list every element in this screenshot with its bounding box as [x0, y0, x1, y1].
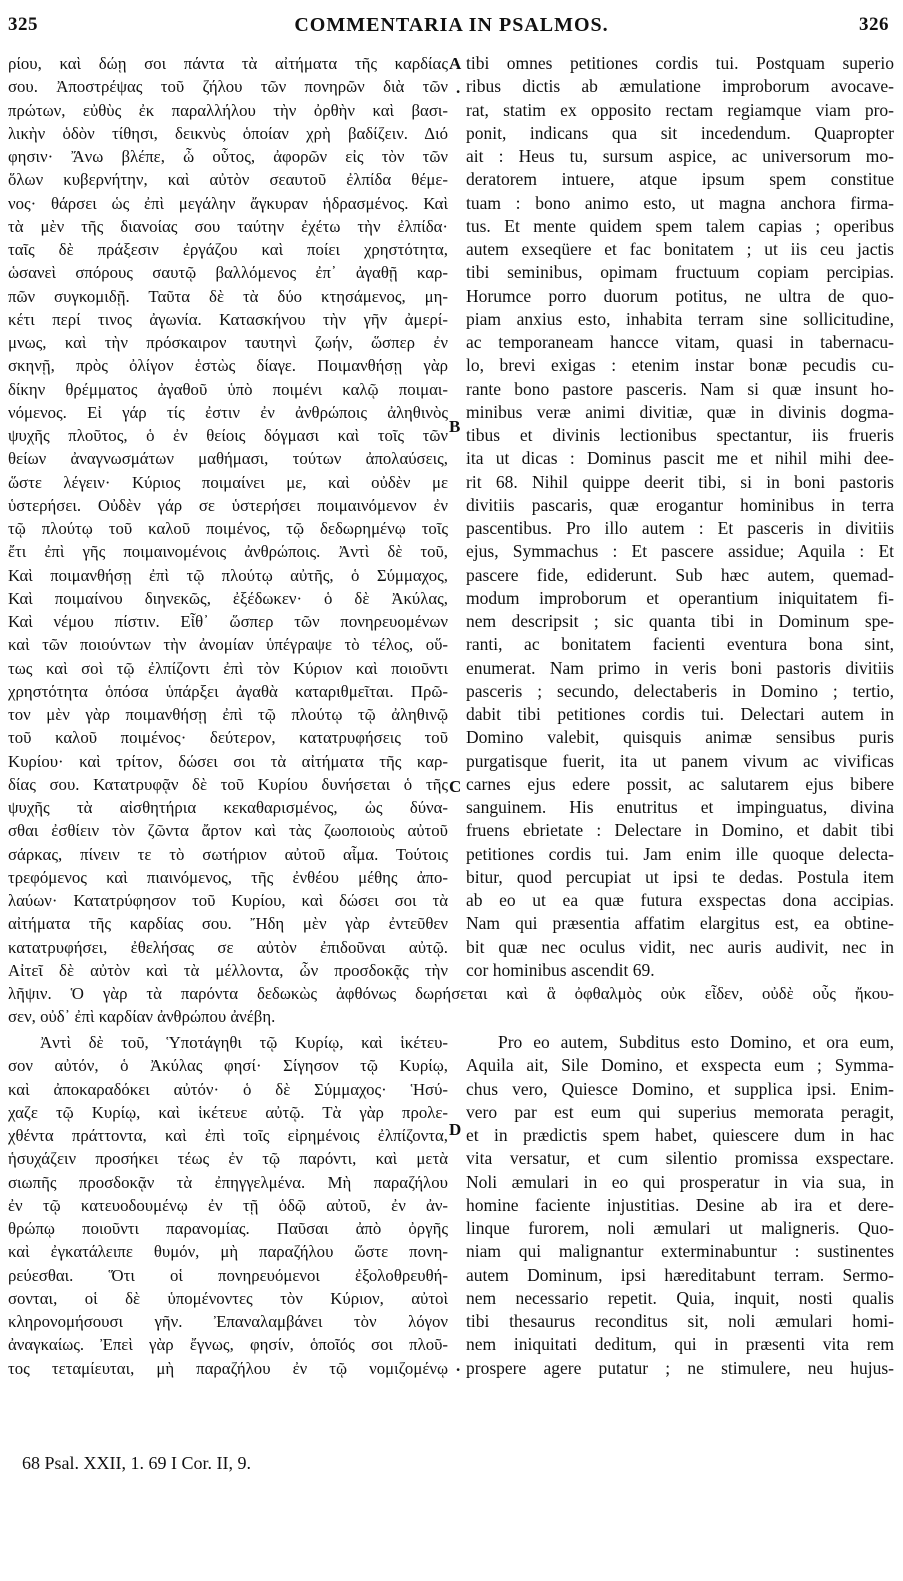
text-line: τὰ μὲν τῆς διανοίας σου ταύτην ἐχέτω τὴν ἐλπίδα·: [8, 216, 448, 236]
text-line: χθέντα πράττοντα, καὶ ἐπὶ τοῖς εἰρημένοις ἐλπίζοντα,: [8, 1126, 448, 1145]
text-line: nem iniquitati deditum, qui in præsenti vita rem: [466, 1334, 894, 1355]
text-line: tibus et divinis lectionibus spectantur, iis frueris: [466, 425, 894, 445]
text-line: ὡσανεὶ σπόρους σαυτῷ βαλλόμενος ἐπ᾽ ἀγαθῇ καρ-: [8, 263, 448, 283]
text-line: σου. Ἀποστρέψας τοῦ ζήλου τῶν πονηρῶν διὰ τῶν: [8, 77, 448, 97]
text-line: Noli æmulari in eo qui prosperatur in via sua, in: [466, 1171, 894, 1192]
text-line: λῆψιν. Ὁ γὰρ τὰ παρόντα δεδωκὼς ἀφθόνως δωρήσεται καὶ ἃ ὀφθαλμὸς οὐκ εἶδεν, οὐδὲ οὖς ἤκου-: [8, 984, 894, 1003]
text-line: ἡσυχάζειν προσήκει τέως ἐν τῷ παρόντι, καὶ μετὰ: [8, 1149, 448, 1169]
text-line: κατατρυφήσει, ἐθελήσας σε αὐτὸν ἐπιδοῦναι αὐτῷ.: [8, 937, 448, 957]
running-title: COMMENTARIA IN PSALMOS.: [294, 14, 609, 36]
margin-marker-a: A: [449, 54, 462, 73]
text-line: nem necessario repetit. Quia, inquit, nosti qualis: [466, 1287, 894, 1308]
text-line: tibi thesaurus reconditus sit, noli æmulari homi-: [466, 1311, 894, 1331]
text-line: σιωπῆς προσδοκᾷν τὰ ἐπηγγελμένα. Μὴ παραζήλου: [8, 1172, 448, 1192]
latin-column-bottom: [466, 1031, 894, 1380]
text-line: bit quæ nec oculus vidit, nec auris audivit, nec in: [466, 936, 894, 957]
text-line: σεν, οὐδ᾽ ἐπὶ καρδίαν ἀνθρώπου ἀνέβη.: [8, 1007, 276, 1027]
text-line: cor hominibus ascendit 69.: [466, 959, 655, 980]
text-line: vero par est eum qui superius memorata peragit,: [466, 1101, 894, 1122]
text-line: autem exseqüere et fac bonitatem ; ut iis ceu jactis: [466, 239, 894, 259]
text-line: Domino valebit, quisquis animæ sensibus puris: [466, 727, 894, 748]
text-line: ὥστε λέγειν· Κύριος ποιμαίνει με, καὶ οὐδὲν με: [8, 472, 448, 492]
text-line: vita versatur, et cum silentio promissa exspectare.: [466, 1148, 894, 1169]
page-header: [0, 2, 903, 38]
text-line: λαύων· Κατατρύφησον τοῦ Κυρίου, καὶ δώσει σοι τὰ: [8, 891, 448, 910]
text-line: αἰτήματα τῆς καρδίας σου. Ἤδη μὲν γὰρ ἐντεῦθεν: [8, 914, 448, 934]
text-line: pascentibus. Pro illo autem : Et pasceris in divitiis: [466, 518, 894, 538]
text-line: Pro eo autem, Subditus esto Domino, et ora eum,: [498, 1032, 894, 1052]
text-line: τρεφόμενος καὶ πιαινόμενος, τῆς ἐνθέου μέθης ἀπο-: [8, 867, 448, 887]
text-line: ὅλων κυβερνήτην, καὶ αὐτὸν σεαυτοῦ ἐλπίδα θέμε-: [8, 170, 448, 190]
text-line: Nam qui præsentia affatim elargitus est, ea obtine-: [466, 913, 894, 934]
text-line: δίκην θρέμματος ἀγαθοῦ ὑπὸ ποιμένι καλῷ ποιμαι-: [8, 379, 448, 399]
text-line: carnes ejus edere possit, ac salutarem ejus bibere: [466, 773, 894, 794]
text-line: deratorem intuere, atque ipsum spem constitue: [466, 169, 894, 190]
text-line: ρίου, καὶ δώῃ σοι πάντα τὰ αἰτήματα τῆς καρδίας: [8, 54, 448, 73]
text-line: piam anxius esto, inhabita terram sine sollicitudine,: [466, 308, 894, 329]
margin-dot-2: .: [456, 1356, 461, 1375]
page-number-left: 325: [8, 14, 38, 35]
text-line: Αἰτεῖ δὲ αὐτὸν καὶ τὰ μέλλοντα, ὧν προσδοκᾷς τὴν: [8, 960, 448, 980]
text-line: Aquila ait, Sile Domino, et exspecta eum ; Symma-: [466, 1055, 894, 1076]
text-line: νος· θάρσει ὡς ἐπὶ μεγάλην ἄγκυραν ἡδρασμένος. Καὶ: [8, 193, 448, 213]
text-line: homine faciente injustitias. Desine ab ira et dere-: [466, 1194, 894, 1215]
text-line: chus vero, Quiesce Domino, et supplica ipsi. Enim-: [466, 1078, 894, 1099]
text-line: linque furorem, noli æmulari ut maligneris. Quo-: [466, 1218, 894, 1238]
text-line: tibi omnes petitiones cordis tui. Postquam superio: [466, 53, 894, 73]
text-line: σκηνῇ, πρὸς ὀλίγον ἑστὼς δίαγε. Ποιμανθήσῃ γὰρ: [8, 356, 448, 376]
text-line: καὶ τῶν ποιούντων τὴν ἀνομίαν ὑπέγραψε τὸ τέλος, οὕ-: [8, 635, 448, 655]
text-line: νόμενος. Εἰ γάρ τίς ἐστιν ἐν ἀνθρώποις ἀληθινὸς: [8, 402, 448, 422]
text-line: φησιν· Ἄνω βλέπε, ὦ οὗτος, ἀφορῶν εἰς τὸν τῶν: [8, 147, 448, 166]
text-line: tus. Et mente quidem spem talem capias ; operibus: [466, 215, 894, 236]
text-line: Ἀντὶ δὲ τοῦ, Ὑποτάγηθι τῷ Κυρίῳ, καὶ ἱκέτευ-: [40, 1033, 448, 1052]
text-line: τον μὲν γὰρ ποιμανθήσῃ ἐπὶ τῷ πλούτῳ τῷ ἀληθινῷ: [8, 705, 448, 724]
latin-column-top: [466, 52, 894, 982]
text-line: divitiis pascaris, quæ erogantur hominibus in terra: [466, 494, 894, 515]
greek-column-bottom: [8, 1031, 448, 1380]
text-line: purgatisque fuerit, ita ut panem vivum ac vivificas: [466, 750, 894, 771]
text-line: minibus veræ animi divitiæ, quæ in divinis dogma-: [466, 401, 894, 422]
text-line: enumerat. Nam primo in veris boni pastoris divitiis: [466, 657, 894, 678]
text-line: ψυχῆς τὰ αἰσθητήρια κεκαθαρισμένος, ὡς δύνα-: [8, 798, 448, 817]
text-line: ita ut dicas : Dominus pascit me et nihil mihi dee-: [466, 448, 894, 469]
text-line: τοῦ καλοῦ ποιμένος· δεύτερον, κατατρυφήσεις τοῦ: [8, 728, 448, 748]
text-line: ab eo ut ea quæ futura exspectas dona accipias.: [466, 890, 894, 910]
text-line: σον αὐτόν, ὁ Ἀκύλας φησί· Σίγησον τῷ Κυρίῳ,: [8, 1056, 448, 1076]
text-line: μνως, καὶ τὴν πρόσκαιρον ταυτηνὶ ζωήν, ὥσπερ ἐν: [8, 333, 448, 352]
text-line: Καὶ νέμου πίστιν. Εἶθ᾽ ὥσπερ τῶν πονηρευομένων: [8, 612, 448, 631]
text-line: ac temporaneam hancce vitam, quasi in tabernacu-: [466, 332, 894, 352]
text-line: ἔτι ἐπὶ γῆς ποιμαινομένοις ἀνθρώποις. Ἀντὶ δὲ τοῦ,: [8, 542, 448, 562]
text-line: ἐν τῷ κατευοδουμένῳ ἐν τῇ ὁδῷ αὐτοῦ, ἐν ἀν-: [8, 1195, 448, 1215]
text-line: ait : Heus tu, sursum aspice, ac universorum mo-: [466, 146, 894, 166]
text-line: σάρκας, πίνειν τε τὸ σωτήριον αὐτοῦ αἷμα. Τούτοις: [8, 844, 448, 864]
text-line: τῷ πλούτῳ τοῦ καλοῦ ποιμένος, τῷ δεδωρημένῳ τοῖς: [8, 519, 448, 538]
text-line: niam qui malignantur exterminabuntur : sustinentes: [466, 1241, 894, 1262]
text-line: ὑστερήσει. Οὐδὲν γάρ σε ὑστερήσει ποιμαινόμενον ἐν: [8, 495, 448, 515]
text-line: πῶν συγκομιδῇ. Ταῦτα δὲ τὰ δύο κτησάμενος, μη-: [8, 286, 448, 306]
text-line: petitiones cordis tui. Jam enim ille quoque delecta-: [466, 843, 894, 864]
text-line: ponit, indicans qua sit incedendum. Quapropter: [466, 122, 894, 143]
text-line: Καὶ ποιμαίνου διηνεκῶς, ἐξέδωκεν· ὁ δὲ Ἀκύλας,: [8, 588, 448, 608]
page-number-right: 326: [859, 14, 889, 35]
text-line: lo, brevi exigas : etenim instar bonæ pecudis cu-: [466, 355, 894, 376]
margin-marker-b: B: [449, 417, 461, 436]
footnote: 68 Psal. XXII, 1. 69 I Cor. II, 9.: [22, 1453, 251, 1473]
text-line: ψυχῆς πλοῦτος, ὁ ἐν θείοις δόγμασι καὶ τοῖς τῶν: [8, 426, 448, 445]
margin-dot-1: .: [456, 78, 461, 97]
text-line: σονται, οἱ δὲ ὑπομένοντες τὸν Κύριον, αὐτοὶ: [8, 1288, 448, 1308]
text-line: ρεύεσθαι. Ὅτι οἱ πονηρευόμενοι ἐξολοθρευθή-: [8, 1265, 448, 1285]
text-line: τως καὶ σοὶ τῷ ἐλπίζοντι ἐπὶ τὸν Κύριον καὶ ποιοῦντι: [8, 658, 448, 678]
text-line: χρηστότητα ὁπόσα ὑπάρξει ἀγαθὰ καταριθμεῖται. Πρῶ-: [8, 681, 448, 701]
text-line: κέτι περί τινος ἀγωνία. Κατασκήνου τὴν γῆν ἀμερί-: [8, 309, 448, 329]
margin-marker-c: C: [449, 777, 462, 796]
text-line: τος τεταμίευται, μὴ παραζήλου ἐν τῷ νομιζομένῳ: [8, 1358, 448, 1378]
text-line: καὶ ἀποκαραδόκει αὐτόν· ὁ δὲ Σύμμαχος· Ἡσύ-: [8, 1079, 448, 1099]
text-line: λικὴν ὁδὸν τίθησι, δεικνὺς ὁποίαν χρὴ βαδίζειν. Διό: [8, 123, 448, 143]
text-line: et in prædictis spem habet, quiescere dum in hac: [466, 1125, 894, 1145]
text-line: Καὶ ποιμανθήσῃ ἐπὶ τῷ πλούτῳ αὐτῆς, ὁ Σύμμαχος,: [8, 565, 448, 585]
text-line: Κυρίου· καὶ τρίτον, δώσει σοι τὰ αἰτήματα τῆς καρ-: [8, 751, 448, 771]
text-line: tuam : bono animo esto, ut magna anchora firma-: [466, 192, 894, 213]
text-line: ribus dictis ab æmulatione improborum avocave-: [466, 76, 894, 97]
text-line: Horumce porro duorum potitus, ne ultra de quo-: [466, 285, 894, 306]
text-line: autem Dominum, ipsi hæreditabunt terram. Sermo-: [466, 1264, 894, 1285]
text-line: κληρονομήσουσι γῆν. Ἐπαναλαμβάνει τὸν λόγον: [8, 1312, 448, 1331]
text-line: rit 68. Nihil quippe deerit tibi, si in boni pastoris: [466, 471, 894, 492]
text-line: modum improborum et operantium iniquitatem fi-: [466, 587, 894, 608]
text-line: δίας σου. Κατατρυφᾷν δὲ τοῦ Κυρίου δυνήσεται ὁ τῆς: [8, 774, 448, 794]
text-line: fruens ebrietate : Delectare in Domino, et dabit tibi: [466, 820, 894, 841]
text-line: καὶ ἐγκατάλειπε θυμόν, μὴ παραζήλου ὥστε πονη-: [8, 1242, 448, 1262]
text-line: ταῖς δὲ πράξεσιν ἐργάζου καὶ ποίει χρηστότητα,: [8, 240, 448, 259]
text-line: sanguinem. His enutritus et impinguatus, divina: [466, 797, 894, 817]
text-line: pasceris ; secundo, delectaberis in Domino ; tertio,: [466, 680, 894, 701]
text-line: ranti, ac bonitatem facienti eventura bona sint,: [466, 634, 894, 655]
greek-bridge-text: [8, 982, 894, 1029]
margin-marker-d: D: [449, 1120, 462, 1139]
text-line: σθαι ἐσθίειν τὸν ζῶντα ἄρτον καὶ τὰς ζωοποιοὺς αὐτοῦ: [8, 821, 448, 841]
text-line: rante bono pastore pasceris. Nam si quæ insunt ho-: [466, 378, 894, 399]
text-line: nem descripsit ; sic quanta tibi in Dominum spe-: [466, 611, 894, 631]
text-line: rat, statim ex opposito rectam regiamque viam pro-: [466, 99, 894, 120]
text-line: πρώτων, εὐθὺς ἐκ παραλλήλου τὴν ὀρθὴν καὶ βασι-: [8, 100, 448, 120]
text-line: tibi seminibus, opimam fructuum copiam percipias.: [466, 262, 894, 283]
text-line: ἀναγκαίως. Ἐπεὶ γὰρ ἔγνως, φησίν, ὁποῖός σοι πλοῦ-: [8, 1335, 448, 1355]
text-line: pascere fide, ediderunt. Sub hæc autem, quemad-: [466, 564, 894, 585]
greek-column-top: [8, 52, 448, 982]
text-line: dabit tibi petitiones cordis tui. Delectari autem in: [466, 704, 894, 724]
text-line: bitur, quod percupiat ut ipsi te dedas. Postula item: [466, 866, 894, 887]
text-line: θρώπῳ ποιοῦντι παρανομίας. Παῦσαι ἀπὸ ὀργῆς: [8, 1219, 448, 1238]
text-line: prospere agere putatur ; ne stimulere, neu hujus-: [466, 1357, 894, 1378]
text-line: χαζε τῷ Κυρίῳ, καὶ ἱκέτευε αὐτῷ. Τὰ γὰρ προλε-: [8, 1102, 448, 1122]
text-line: ejus, Symmachus : Et pascere assidue; Aquila : Et: [466, 541, 894, 562]
text-line: θείων ἀναγνωσμάτων μαθήμασι, τούτων ἀπολαύσεις,: [8, 449, 448, 469]
